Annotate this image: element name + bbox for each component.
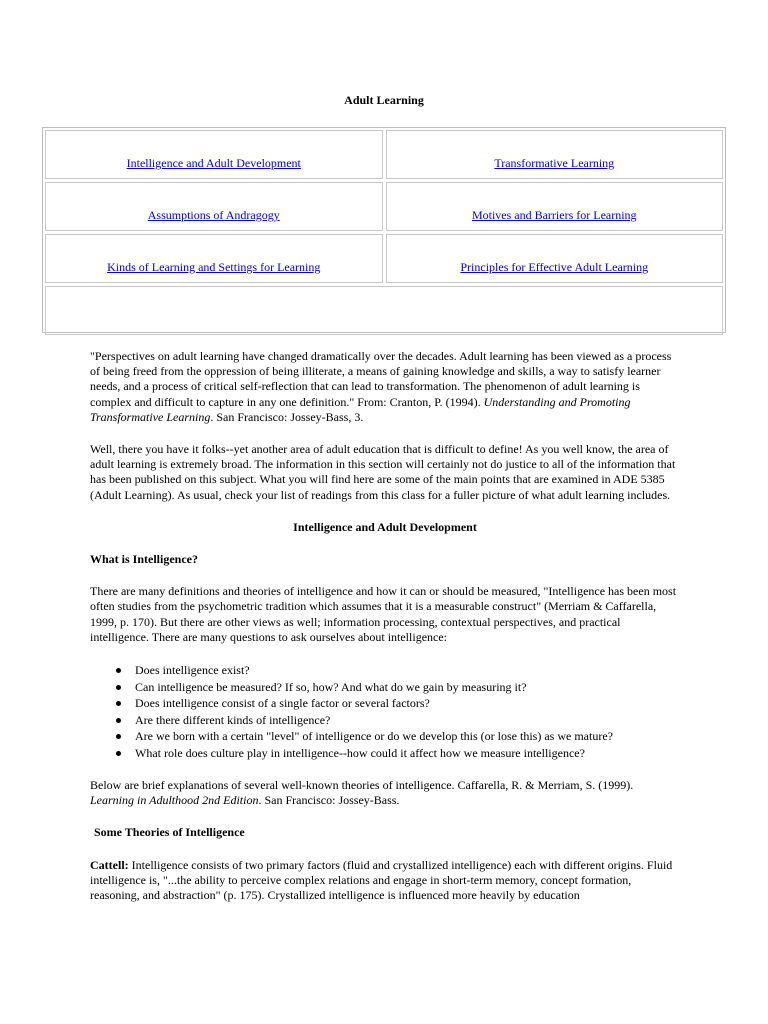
quote-book-title: Understanding and Promoting Transformative Learning: [90, 394, 631, 424]
quote-text: "Perspectives on adult learning have changed dramatically over the decades. Adult learning has been viewed as a process of being freed from the oppression of being illiterate, a means of gaining knowledge and skills, a way to satisfy learner needs, and a process of critical self-reflection that can lead to transformation. The phenomenon of adult learning is complex and difficult to capture in any one definition." From: Cranton, P. (1994).: [90, 349, 672, 409]
list-item: Can intelligence be measured? If so, how? And what do we gain by measuring it?: [135, 679, 680, 696]
theories-publisher: . San Francisco: Jossey-Bass.: [258, 793, 400, 808]
what-is-intelligence-heading: What is Intelligence?: [90, 552, 198, 567]
cattell-label: Cattell:: [90, 857, 129, 872]
list-item: Does intelligence consist of a single factor or several factors?: [135, 695, 680, 712]
theories-intro-text: Below are brief explanations of several well-known theories of intelligence. Caffarella, R. & Merriam, S. (1999).: [90, 778, 634, 793]
link-transformative-learning[interactable]: Transformative Learning: [494, 156, 615, 170]
theories-book-title: Learning in Adulthood 2nd Edition: [90, 793, 259, 808]
nav-cell: [45, 130, 383, 179]
theories-intro: [90, 778, 680, 808]
questions-list: [90, 662, 680, 761]
nav-cell: [45, 182, 383, 231]
list-item: Are we born with a certain "level" of intelligence or do we develop this (or lose this) as we mature?: [135, 728, 680, 745]
list-item: Does intelligence exist?: [135, 662, 680, 679]
article-body: [90, 349, 680, 920]
intelligence-paragraph: There are many definitions and theories of intelligence and how it can or should be measured, "Intelligence has been most often studies from the psychometric tradition which assumes that it is a measurable construct" (Merriam & Caffarella, 1999, p. 170). But there are other views as well; information processing, contextual perspectives, and practical intelligence. There are many questions to ask ourselves about intelligence:: [90, 584, 677, 644]
nav-cell: [386, 182, 724, 231]
theories-heading: Some Theories of Intelligence: [94, 825, 245, 840]
nav-cell: [45, 234, 383, 283]
section-heading: Intelligence and Adult Development: [293, 519, 477, 534]
list-item: What role does culture play in intelligence--how could it affect how we measure intelligence?: [135, 745, 680, 762]
list-item: Are there different kinds of intelligence?: [135, 712, 680, 729]
intro-paragraph: Well, there you have it folks--yet another area of adult education that is difficult to define! As you well know, the area of adult learning is extremely broad. The information in this section will certainly not do justice to all of the information that has been published on this subject. What you will find here are some of the main points that are examined in ADE 5385 (Adult Learning). As usual, check your list of readings from this class for a fuller picture of what adult learning includes.: [90, 442, 676, 502]
link-assumptions-of-andragogy[interactable]: Assumptions of Andragogy: [147, 208, 280, 222]
link-motives-and-barriers[interactable]: Motives and Barriers for Learning: [471, 208, 637, 222]
link-principles-effective-learning[interactable]: Principles for Effective Adult Learning: [460, 260, 649, 274]
nav-cell: [386, 234, 724, 283]
link-kinds-of-learning[interactable]: Kinds of Learning and Settings for Learning: [107, 260, 321, 274]
nav-cell: [386, 130, 724, 179]
quote-publisher: . San Francisco: Jossey-Bass, 3.: [210, 409, 364, 424]
link-intelligence-adult-development[interactable]: Intelligence and Adult Development: [126, 156, 301, 170]
empty-nav-cell: [45, 286, 723, 335]
intro-quote: [90, 349, 680, 425]
cattell-text: Intelligence consists of two primary factors (fluid and crystallized intelligence) each with different origins. Fluid intelligence is, "...the ability to perceive complex relations and engage in short-term memory, concept formation, reasoning, and abstraction" (p. 175). Crystallized intelligence is influenced more heavily by education: [90, 857, 673, 903]
page-title: Adult Learning: [344, 93, 424, 107]
topic-navigation-table: [42, 127, 726, 333]
cattell-paragraph: [90, 858, 680, 904]
